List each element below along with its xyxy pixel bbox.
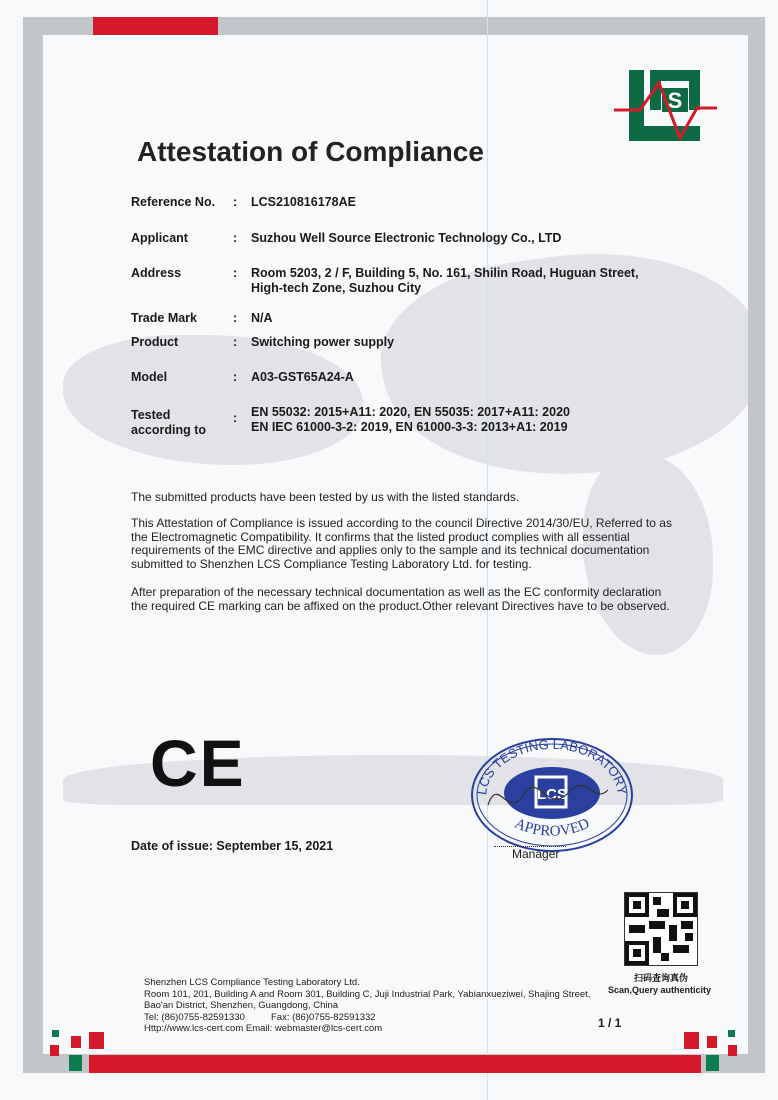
svg-text:S: S (667, 88, 683, 113)
decor-square (89, 1032, 104, 1049)
paragraph: After preparation of the necessary technical documentation as well as the EC conformity declaration the required CE marking can be affixed on the product.Other relevant Directives have to be observed. (131, 585, 670, 613)
field-value-line2: High-tech Zone, Suzhou City (251, 281, 422, 295)
stamp-top-text: LCS TESTING LABORATORY (474, 736, 631, 796)
separator: : (233, 411, 238, 425)
footer-tel: Tel: (86)0755-82591330 (144, 1011, 245, 1023)
field-label: Trade Mark (131, 311, 198, 325)
qr-caption-cn: 扫码查询真伪 (634, 973, 689, 983)
field-value: EN 55032: 2015+A11: 2020, EN 55035: 2017+A11: 2020 (251, 405, 570, 419)
separator: : (233, 335, 238, 349)
ce-mark: CE (150, 726, 246, 800)
decor-square (728, 1045, 737, 1056)
field-trade-mark (131, 311, 273, 326)
qr-code-icon (625, 893, 697, 965)
field-label: Product (131, 335, 179, 349)
top-red-bar (93, 17, 218, 35)
manager-label: Manager (494, 846, 566, 861)
field-value: LCS210816178AE (251, 195, 356, 209)
field-label: Tested (131, 408, 171, 422)
decor-square (71, 1036, 81, 1048)
footer-line: Room 101, 201, Building A and Room 301, Building C, Juji Industrial Park, Yabianxueziwei, Shajing Street, (144, 988, 591, 1000)
footer-line: Shenzhen LCS Compliance Testing Laboratory Ltd. (144, 977, 360, 988)
field-value: A03-GST65A24-A (251, 370, 354, 384)
decor-square (52, 1030, 59, 1037)
svg-text:APPROVED (512, 816, 592, 840)
decor-square (50, 1045, 59, 1056)
lcs-logo (612, 68, 717, 148)
qr-code[interactable] (624, 892, 698, 966)
footer-fax: Fax: (86)0755-82591332 (271, 1011, 376, 1023)
stamp-logo-text: LCS (537, 786, 567, 803)
field-product (131, 335, 394, 350)
approved-stamp (468, 735, 636, 853)
field-label: Model (131, 370, 168, 384)
stamp-bottom-text: APPROVED (512, 815, 592, 840)
decor-square (706, 1055, 719, 1071)
field-label: Address (131, 266, 182, 280)
page-number: 1 / 1 (598, 1016, 622, 1030)
separator: : (233, 231, 238, 245)
field-value: N/A (251, 311, 273, 325)
paragraph: The submitted products have been tested by us with the listed standards. (131, 490, 520, 504)
decor-square (707, 1036, 717, 1048)
field-value: Room 5203, 2 / F, Building 5, No. 161, Shilin Road, Huguan Street, (251, 266, 639, 280)
page-title: Attestation of Compliance (137, 136, 484, 167)
separator: : (233, 370, 238, 384)
footer-line: Bao'an District, Shenzhen, Guangdong, China (144, 1000, 339, 1011)
field-value-line2: EN IEC 61000-3-2: 2019, EN 61000-3-3: 2013+A1: 2019 (251, 420, 568, 434)
field-label-line2: according to (131, 423, 207, 437)
qr-caption-en: Scan,Query authenticity (608, 985, 712, 995)
field-label: Reference No. (131, 195, 216, 209)
footer-address (144, 977, 590, 1035)
field-model (131, 370, 354, 385)
field-value: Switching power supply (251, 335, 395, 349)
decor-square (684, 1032, 699, 1049)
field-tested (131, 405, 570, 438)
world-map-watermark (63, 335, 363, 465)
separator: : (233, 266, 238, 280)
separator: : (233, 195, 238, 209)
date-of-issue: Date of issue: September 15, 2021 (131, 839, 334, 853)
field-reference (131, 195, 356, 210)
separator: : (233, 311, 238, 325)
decor-square (69, 1055, 82, 1071)
field-value: Suzhou Well Source Electronic Technology Co., LTD (251, 231, 562, 245)
paragraph: This Attestation of Compliance is issued according to the council Directive 2014/30/EU, Referred to as the Electromagnetic Compatibility. It confirms that the listed product complies with all essential requirements of the EMC directive and applies only to the sample and its technical documentation submitted to Shenzhen LCS Compliance Testing Laboratory Ltd. for testing. (131, 516, 672, 571)
field-label: Applicant (131, 231, 188, 245)
bottom-red-bar (89, 1055, 701, 1073)
field-applicant (131, 231, 561, 246)
footer-web: Http://www.lcs-cert.com Email: webmaster@lcs-cert.com (144, 1023, 383, 1034)
field-address (131, 266, 639, 296)
decor-square (728, 1030, 735, 1037)
